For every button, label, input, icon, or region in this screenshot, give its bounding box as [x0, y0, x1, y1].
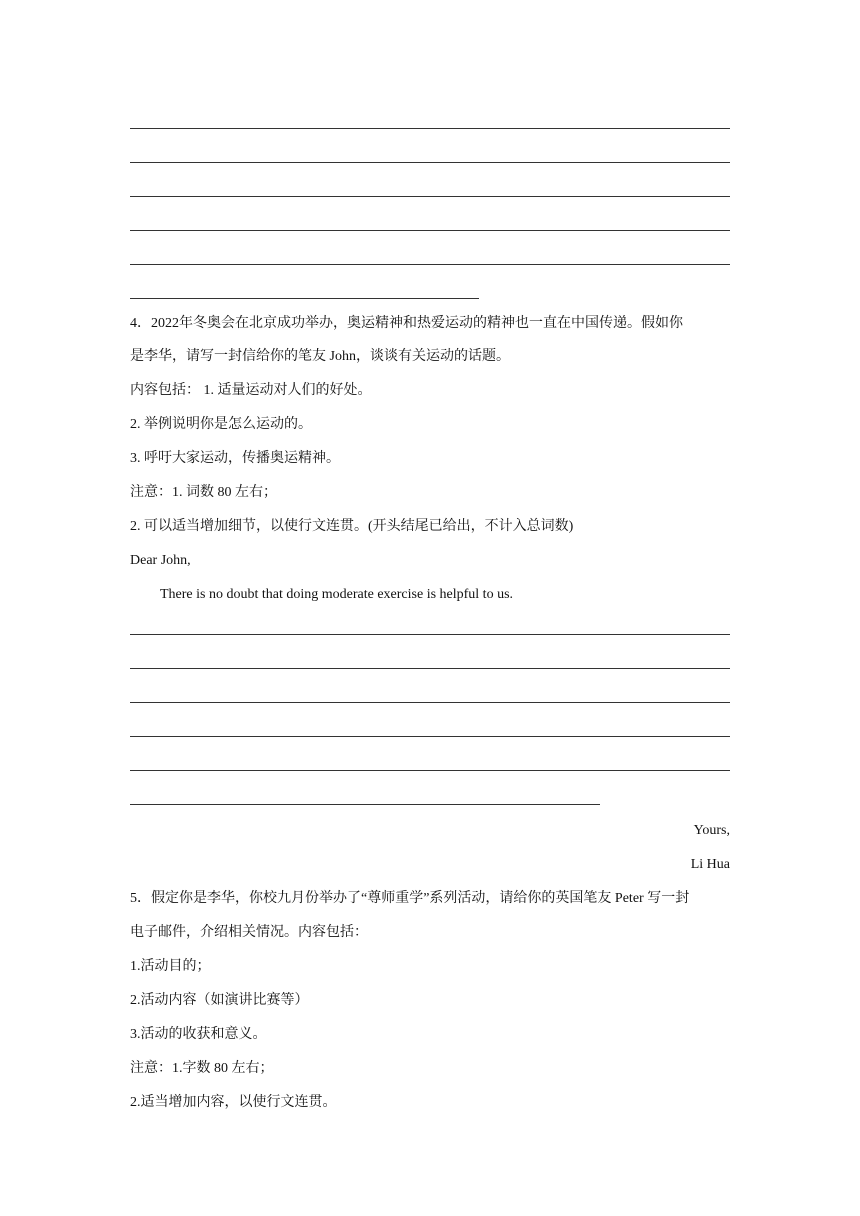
q4-closing: Yours,	[693, 823, 730, 838]
q4-item-2: 2. 举例说明你是怎么运动的。	[130, 417, 312, 432]
q5-prompt-line1	[130, 889, 689, 909]
q4-note-2: 2. 可以适当增加细节，以使行文连贯。(开头结尾已给出，不计入总词数)	[130, 519, 574, 534]
answer-line[interactable]	[130, 162, 730, 163]
answer-line-short[interactable]	[130, 804, 600, 805]
q5-prompt-line2: 电子邮件，介绍相关情况。内容包括：	[130, 925, 368, 940]
answer-line-short[interactable]	[130, 298, 479, 299]
q4-salutation: Dear John,	[130, 553, 191, 568]
q4-prompt-line2: 是李华，请写一封信给你的笔友 John，谈谈有关运动的话题。	[130, 349, 510, 364]
q4-note-1: 注意：1. 词数 80 左右；	[130, 485, 277, 500]
answer-line[interactable]	[130, 128, 730, 129]
q4-signature: Li Hua	[690, 857, 730, 872]
answer-line[interactable]	[130, 230, 730, 231]
answer-line[interactable]	[130, 634, 730, 635]
q5-item-3: 3.活动的收获和意义。	[130, 1027, 267, 1042]
answer-line[interactable]	[130, 702, 730, 703]
q4-item-3: 3. 呼吁大家运动，传播奥运精神。	[130, 451, 340, 466]
q4-content-intro: 内容包括： 1. 适量运动对人们的好处。	[130, 383, 372, 398]
q5-number: 5．	[130, 891, 151, 906]
q5-note-1: 注意：1.字数 80 左右；	[130, 1061, 274, 1076]
answer-line[interactable]	[130, 264, 730, 265]
answer-line[interactable]	[130, 668, 730, 669]
answer-line[interactable]	[130, 736, 730, 737]
q5-prompt-text: 假定你是李华，你校九月份举办了“尊师重学”系列活动，请给你的英国笔友 Peter 写一封	[151, 891, 690, 906]
answer-line[interactable]	[130, 770, 730, 771]
q5-note-2: 2.适当增加内容，以使行文连贯。	[130, 1095, 337, 1110]
q4-prompt-text: 2022年冬奥会在北京成功举办，奥运精神和热爱运动的精神也一直在中国传递。假如你	[151, 316, 683, 331]
answer-line[interactable]	[130, 196, 730, 197]
q4-opening-sentence: There is no doubt that doing moderate exercise is helpful to us.	[160, 587, 514, 602]
q4-number: 4．	[130, 316, 151, 331]
q5-item-2: 2.活动内容（如演讲比赛等）	[130, 993, 309, 1008]
q4-prompt-line1	[130, 314, 683, 334]
q5-item-1: 1.活动目的；	[130, 959, 211, 974]
